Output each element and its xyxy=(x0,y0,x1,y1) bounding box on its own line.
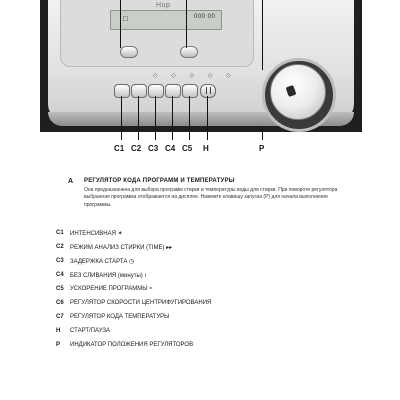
leader-line-softkey-left xyxy=(120,0,121,48)
leader-line-dial xyxy=(262,0,263,70)
option-symbol-row: ◇ ◇ ◇ ◇ ◇ xyxy=(153,73,237,79)
legend-key: C4 xyxy=(56,272,64,278)
legend-label: РЕГУЛЯТОР КОДА ТЕМПЕРАТУРЫ xyxy=(70,314,170,320)
legend-label: БЕЗ СЛИВАНИЯ (минуты) ≀ xyxy=(70,273,147,279)
callout-c5: C5 xyxy=(182,144,193,153)
option-button-c3[interactable] xyxy=(148,84,164,98)
leader-line-c3 xyxy=(155,96,156,140)
legend-key: P xyxy=(56,342,61,348)
leader-line-c1 xyxy=(121,96,122,140)
control-panel-photo xyxy=(40,0,362,132)
legend-key: C1 xyxy=(56,230,64,236)
clock-icon: ◷ xyxy=(129,259,135,265)
start-pause-button[interactable] xyxy=(200,84,216,98)
legend-main-title: РЕГУЛЯТОР КОДА ПРОГРАММ И ТЕМПЕРАТУРЫ xyxy=(84,178,235,184)
legend-label: СТАРТ/ПАУЗА xyxy=(70,328,111,334)
callout-p: P xyxy=(259,144,265,153)
legend-main-description: Она предназначена для выбора программ стирки и температуры воды для стирки. При повороте регулятора выбранная программа отображается на дисплее. Нажмите клавишу запуска (P) для начала выполнения программы. xyxy=(84,187,338,208)
option-button-c2[interactable] xyxy=(131,84,147,98)
right-soft-button[interactable] xyxy=(180,46,198,58)
callout-c1: C1 xyxy=(114,144,125,153)
panel-brand: Hup xyxy=(156,2,171,9)
leader-line-c4 xyxy=(172,96,173,140)
legend-main-key: A xyxy=(68,178,74,185)
legend-label: ЗАДЕРЖКА СТАРТА ◷ xyxy=(70,259,135,265)
intensive-icon: ✶ xyxy=(117,231,123,237)
callout-c3: C3 xyxy=(148,144,159,153)
leader-line-h xyxy=(207,96,208,140)
legend-label: РЕЖИМ АНАЛИЗ СТИРКИ (TIME) ▸▸ xyxy=(70,245,173,251)
callout-h: H xyxy=(203,144,209,153)
legend-key: C6 xyxy=(56,300,64,306)
callout-c2: C2 xyxy=(131,144,142,153)
lcd-readout: 000 00 xyxy=(194,14,216,20)
speed-up-icon: ≈ xyxy=(149,286,153,292)
option-button-c1[interactable] xyxy=(114,84,130,98)
legend-label: РЕГУЛЯТОР СКОРОСТИ ЦЕНТРИФУГИРОВАНИЯ xyxy=(70,300,212,306)
legend-key: C3 xyxy=(56,258,64,264)
callout-c4: C4 xyxy=(165,144,176,153)
option-button-c5[interactable] xyxy=(182,84,198,98)
time-icon: ▸▸ xyxy=(166,245,173,251)
legend-label: УСКОРЕНИЕ ПРОГРАММЫ ≈ xyxy=(70,286,153,292)
lcd-icon: □ xyxy=(123,14,128,23)
option-button-c4[interactable] xyxy=(165,84,181,98)
legend-key: C5 xyxy=(56,286,64,292)
legend-key: C2 xyxy=(56,244,64,250)
leader-line-p xyxy=(262,126,263,140)
leader-line-softkey-right xyxy=(186,0,187,48)
no-drain-icon: ≀ xyxy=(144,273,147,279)
legend-label: ИНДИКАТОР ПОЛОЖЕНИЯ РЕГУЛЯТОРОВ xyxy=(70,342,194,348)
legend-key: H xyxy=(56,328,61,334)
legend-key: C7 xyxy=(56,314,64,320)
leader-line-c5 xyxy=(189,96,190,140)
legend-label: ИНТЕНСИВНАЯ ✶ xyxy=(70,231,123,237)
left-soft-button[interactable] xyxy=(120,46,138,58)
leader-line-c2 xyxy=(138,96,139,140)
program-selector-dial[interactable] xyxy=(270,64,326,120)
